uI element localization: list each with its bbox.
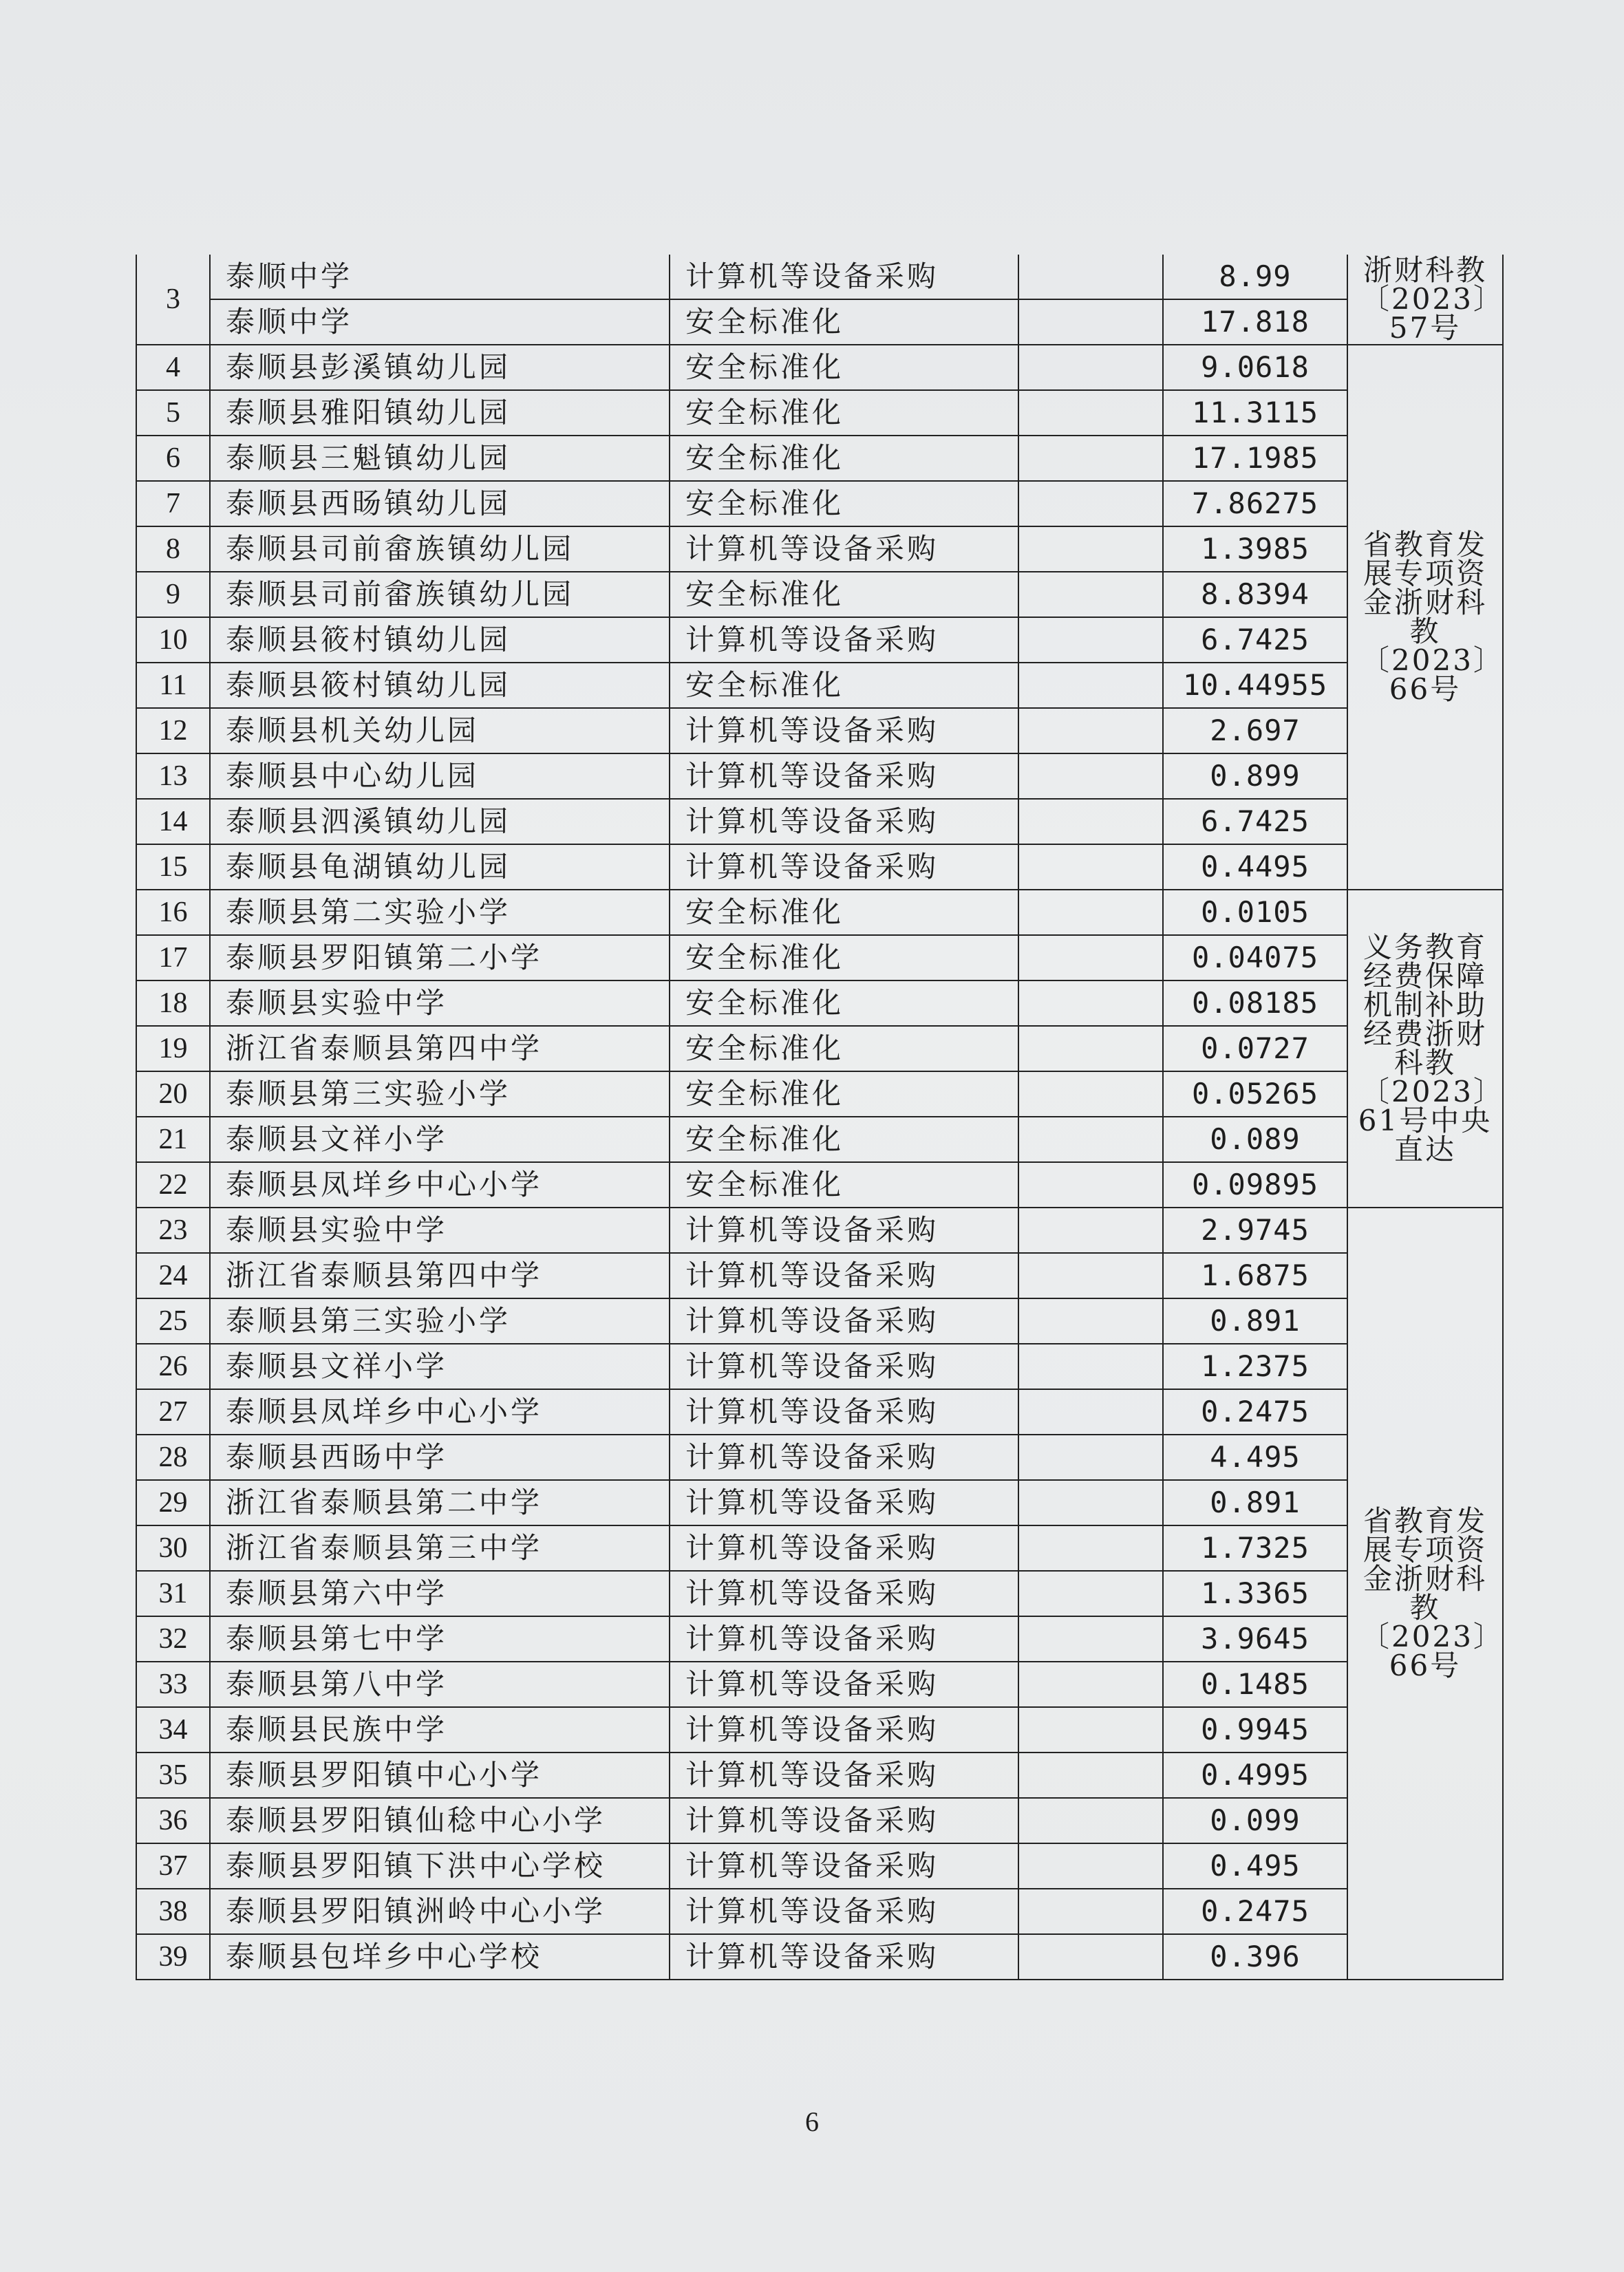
school-name-cell: 泰顺县筱村镇幼儿园 — [210, 617, 670, 663]
school-name-cell: 泰顺县第三实验小学 — [210, 1071, 670, 1117]
row-number-cell: 9 — [136, 572, 210, 617]
school-name-cell: 泰顺县雅阳镇幼儿园 — [210, 390, 670, 436]
project-item-cell: 安全标准化 — [670, 1071, 1018, 1117]
empty-cell — [1018, 1026, 1163, 1071]
school-name-cell: 泰顺县民族中学 — [210, 1707, 670, 1753]
empty-cell — [1018, 890, 1163, 935]
school-name-cell: 泰顺县第八中学 — [210, 1662, 670, 1707]
funding-source-cell: 省教育发展专项资金浙财科教〔2023〕66号 — [1347, 345, 1503, 890]
amount-cell: 0.08185 — [1163, 980, 1347, 1026]
amount-cell: 0.09895 — [1163, 1162, 1347, 1208]
table-row — [136, 1253, 1503, 1298]
amount-cell: 0.0105 — [1163, 890, 1347, 935]
row-number-cell: 20 — [136, 1071, 210, 1117]
table-row — [136, 1889, 1503, 1934]
school-name-cell: 泰顺县司前畲族镇幼儿园 — [210, 526, 670, 572]
table-row — [136, 935, 1503, 980]
amount-cell: 0.2475 — [1163, 1889, 1347, 1934]
empty-cell — [1018, 708, 1163, 753]
empty-cell — [1018, 1753, 1163, 1798]
table-row — [136, 1298, 1503, 1344]
table-row — [136, 1571, 1503, 1616]
empty-cell — [1018, 1707, 1163, 1753]
empty-cell — [1018, 1843, 1163, 1889]
empty-cell — [1018, 1480, 1163, 1525]
school-name-cell: 浙江省泰顺县第三中学 — [210, 1525, 670, 1571]
row-number-cell: 32 — [136, 1616, 210, 1662]
school-name-cell: 泰顺县罗阳镇下洪中心学校 — [210, 1843, 670, 1889]
row-number-cell: 14 — [136, 799, 210, 844]
row-number-cell: 31 — [136, 1571, 210, 1616]
row-number-cell: 26 — [136, 1344, 210, 1389]
table-row — [136, 345, 1503, 390]
amount-cell: 0.4495 — [1163, 844, 1347, 890]
project-item-cell: 安全标准化 — [670, 935, 1018, 980]
table-row — [136, 1162, 1503, 1208]
project-item-cell: 安全标准化 — [670, 481, 1018, 526]
table-row — [136, 890, 1503, 935]
amount-cell: 0.891 — [1163, 1298, 1347, 1344]
row-number-cell: 19 — [136, 1026, 210, 1071]
amount-cell: 1.3985 — [1163, 526, 1347, 572]
table-body — [136, 255, 1503, 1980]
empty-cell — [1018, 1662, 1163, 1707]
school-name-cell: 泰顺县泗溪镇幼儿园 — [210, 799, 670, 844]
table-row — [136, 436, 1503, 481]
school-name-cell: 泰顺县第七中学 — [210, 1616, 670, 1662]
row-number-cell: 29 — [136, 1480, 210, 1525]
project-item-cell: 计算机等设备采购 — [670, 708, 1018, 753]
school-name-cell: 泰顺县司前畲族镇幼儿园 — [210, 572, 670, 617]
project-item-cell: 计算机等设备采购 — [670, 1616, 1018, 1662]
project-item-cell: 安全标准化 — [670, 299, 1018, 345]
table-row — [136, 1208, 1503, 1253]
school-name-cell: 泰顺县中心幼儿园 — [210, 753, 670, 799]
project-item-cell: 安全标准化 — [670, 1162, 1018, 1208]
amount-cell: 17.1985 — [1163, 436, 1347, 481]
amount-cell: 7.86275 — [1163, 481, 1347, 526]
empty-cell — [1018, 1798, 1163, 1843]
table-row — [136, 1525, 1503, 1571]
row-number-cell: 25 — [136, 1298, 210, 1344]
project-item-cell: 计算机等设备采购 — [670, 1753, 1018, 1798]
amount-cell: 1.6875 — [1163, 1253, 1347, 1298]
project-item-cell: 计算机等设备采购 — [670, 1253, 1018, 1298]
table-row — [136, 1707, 1503, 1753]
row-number-cell: 37 — [136, 1843, 210, 1889]
empty-cell — [1018, 1525, 1163, 1571]
empty-cell — [1018, 980, 1163, 1026]
school-name-cell: 泰顺县凤垟乡中心小学 — [210, 1162, 670, 1208]
amount-cell: 6.7425 — [1163, 799, 1347, 844]
amount-cell: 8.99 — [1163, 255, 1347, 299]
table-row — [136, 1934, 1503, 1980]
row-number-cell: 35 — [136, 1753, 210, 1798]
project-item-cell: 计算机等设备采购 — [670, 1298, 1018, 1344]
row-number-cell: 16 — [136, 890, 210, 935]
table-row — [136, 390, 1503, 436]
table-row — [136, 617, 1503, 663]
project-item-cell: 计算机等设备采购 — [670, 844, 1018, 890]
row-number-cell: 17 — [136, 935, 210, 980]
empty-cell — [1018, 753, 1163, 799]
empty-cell — [1018, 617, 1163, 663]
table-row — [136, 799, 1503, 844]
funding-source-cell: 义务教育经费保障机制补助经费浙财科教〔2023〕61号中央直达 — [1347, 890, 1503, 1208]
row-number-cell: 23 — [136, 1208, 210, 1253]
project-item-cell: 安全标准化 — [670, 436, 1018, 481]
school-name-cell: 浙江省泰顺县第二中学 — [210, 1480, 670, 1525]
row-number-cell: 12 — [136, 708, 210, 753]
row-number-cell: 34 — [136, 1707, 210, 1753]
school-name-cell: 泰顺县第二实验小学 — [210, 890, 670, 935]
row-number-cell: 27 — [136, 1389, 210, 1435]
project-item-cell: 计算机等设备采购 — [670, 255, 1018, 299]
project-item-cell: 计算机等设备采购 — [670, 1798, 1018, 1843]
page-number: 6 — [805, 2106, 819, 2137]
project-item-cell: 计算机等设备采购 — [670, 617, 1018, 663]
project-item-cell: 计算机等设备采购 — [670, 1344, 1018, 1389]
school-name-cell: 泰顺县凤垟乡中心小学 — [210, 1389, 670, 1435]
project-item-cell: 计算机等设备采购 — [670, 1889, 1018, 1934]
amount-cell: 0.891 — [1163, 1480, 1347, 1525]
project-item-cell: 安全标准化 — [670, 1117, 1018, 1162]
table-row — [136, 1117, 1503, 1162]
table-row — [136, 572, 1503, 617]
amount-cell: 0.089 — [1163, 1117, 1347, 1162]
row-number-cell: 13 — [136, 753, 210, 799]
empty-cell — [1018, 526, 1163, 572]
amount-cell: 0.05265 — [1163, 1071, 1347, 1117]
table-row — [136, 1344, 1503, 1389]
row-number-cell: 28 — [136, 1435, 210, 1480]
row-number-cell: 21 — [136, 1117, 210, 1162]
empty-cell — [1018, 572, 1163, 617]
amount-cell: 0.4995 — [1163, 1753, 1347, 1798]
empty-cell — [1018, 299, 1163, 345]
row-number-cell: 38 — [136, 1889, 210, 1934]
school-name-cell: 泰顺县龟湖镇幼儿园 — [210, 844, 670, 890]
row-number-cell: 4 — [136, 345, 210, 390]
amount-cell: 1.7325 — [1163, 1525, 1347, 1571]
project-item-cell: 计算机等设备采购 — [670, 799, 1018, 844]
amount-cell: 0.899 — [1163, 753, 1347, 799]
project-item-cell: 计算机等设备采购 — [670, 1208, 1018, 1253]
empty-cell — [1018, 345, 1163, 390]
school-name-cell: 泰顺县第六中学 — [210, 1571, 670, 1616]
project-item-cell: 计算机等设备采购 — [670, 1480, 1018, 1525]
project-item-cell: 安全标准化 — [670, 572, 1018, 617]
amount-cell: 1.2375 — [1163, 1344, 1347, 1389]
school-name-cell: 泰顺县第三实验小学 — [210, 1298, 670, 1344]
table-row — [136, 481, 1503, 526]
funding-source-cell: 省教育发展专项资金浙财科教〔2023〕66号 — [1347, 1208, 1503, 1980]
row-number-cell: 24 — [136, 1253, 210, 1298]
project-item-cell: 安全标准化 — [670, 390, 1018, 436]
empty-cell — [1018, 1435, 1163, 1480]
project-item-cell: 计算机等设备采购 — [670, 1435, 1018, 1480]
empty-cell — [1018, 1071, 1163, 1117]
table-row — [136, 753, 1503, 799]
empty-cell — [1018, 255, 1163, 299]
empty-cell — [1018, 1389, 1163, 1435]
amount-cell: 0.2475 — [1163, 1389, 1347, 1435]
empty-cell — [1018, 844, 1163, 890]
project-item-cell: 计算机等设备采购 — [670, 1389, 1018, 1435]
school-name-cell: 泰顺县机关幼儿园 — [210, 708, 670, 753]
amount-cell: 0.099 — [1163, 1798, 1347, 1843]
row-number-cell: 3 — [136, 255, 210, 345]
amount-cell: 0.495 — [1163, 1843, 1347, 1889]
table-row — [136, 1843, 1503, 1889]
project-item-cell: 计算机等设备采购 — [670, 1707, 1018, 1753]
empty-cell — [1018, 663, 1163, 708]
amount-cell: 1.3365 — [1163, 1571, 1347, 1616]
table-row — [136, 1389, 1503, 1435]
school-name-cell: 泰顺县彭溪镇幼儿园 — [210, 345, 670, 390]
amount-cell: 0.0727 — [1163, 1026, 1347, 1071]
table-row — [136, 1662, 1503, 1707]
school-name-cell: 泰顺县罗阳镇第二小学 — [210, 935, 670, 980]
empty-cell — [1018, 1162, 1163, 1208]
amount-cell: 2.697 — [1163, 708, 1347, 753]
school-name-cell: 泰顺县西旸镇幼儿园 — [210, 481, 670, 526]
school-name-cell: 泰顺中学 — [210, 299, 670, 345]
row-number-cell: 18 — [136, 980, 210, 1026]
table-row — [136, 255, 1503, 299]
amount-cell: 6.7425 — [1163, 617, 1347, 663]
empty-cell — [1018, 390, 1163, 436]
empty-cell — [1018, 1117, 1163, 1162]
project-item-cell: 安全标准化 — [670, 980, 1018, 1026]
empty-cell — [1018, 1571, 1163, 1616]
amount-cell: 0.9945 — [1163, 1707, 1347, 1753]
table-row — [136, 1026, 1503, 1071]
table-row — [136, 1753, 1503, 1798]
row-number-cell: 33 — [136, 1662, 210, 1707]
row-number-cell: 7 — [136, 481, 210, 526]
empty-cell — [1018, 799, 1163, 844]
row-number-cell: 11 — [136, 663, 210, 708]
table-row — [136, 708, 1503, 753]
project-item-cell: 安全标准化 — [670, 663, 1018, 708]
school-name-cell: 泰顺县实验中学 — [210, 980, 670, 1026]
row-number-cell: 10 — [136, 617, 210, 663]
amount-cell: 3.9645 — [1163, 1616, 1347, 1662]
school-name-cell: 泰顺县西旸中学 — [210, 1435, 670, 1480]
table-row — [136, 1616, 1503, 1662]
project-item-cell: 安全标准化 — [670, 1026, 1018, 1071]
funding-source-cell: 浙财科教〔2023〕57号 — [1347, 255, 1503, 345]
amount-cell: 10.44955 — [1163, 663, 1347, 708]
project-item-cell: 计算机等设备采购 — [670, 1662, 1018, 1707]
amount-cell: 8.8394 — [1163, 572, 1347, 617]
empty-cell — [1018, 481, 1163, 526]
empty-cell — [1018, 935, 1163, 980]
row-number-cell: 15 — [136, 844, 210, 890]
table-row — [136, 299, 1503, 345]
empty-cell — [1018, 1298, 1163, 1344]
empty-cell — [1018, 1889, 1163, 1934]
row-number-cell: 6 — [136, 436, 210, 481]
empty-cell — [1018, 1616, 1163, 1662]
school-name-cell: 浙江省泰顺县第四中学 — [210, 1026, 670, 1071]
school-name-cell: 泰顺县罗阳镇洲岭中心小学 — [210, 1889, 670, 1934]
empty-cell — [1018, 1934, 1163, 1980]
table-row — [136, 980, 1503, 1026]
project-item-cell: 计算机等设备采购 — [670, 1934, 1018, 1980]
project-item-cell: 计算机等设备采购 — [670, 1843, 1018, 1889]
school-name-cell: 泰顺县罗阳镇中心小学 — [210, 1753, 670, 1798]
table-row — [136, 844, 1503, 890]
empty-cell — [1018, 1344, 1163, 1389]
row-number-cell: 39 — [136, 1934, 210, 1980]
amount-cell: 0.04075 — [1163, 935, 1347, 980]
project-item-cell: 计算机等设备采购 — [670, 526, 1018, 572]
table-row — [136, 663, 1503, 708]
row-number-cell: 36 — [136, 1798, 210, 1843]
school-name-cell: 泰顺县三魁镇幼儿园 — [210, 436, 670, 481]
amount-cell: 4.495 — [1163, 1435, 1347, 1480]
school-name-cell: 浙江省泰顺县第四中学 — [210, 1253, 670, 1298]
school-name-cell: 泰顺县实验中学 — [210, 1208, 670, 1253]
school-name-cell: 泰顺县筱村镇幼儿园 — [210, 663, 670, 708]
amount-cell: 0.1485 — [1163, 1662, 1347, 1707]
row-number-cell: 30 — [136, 1525, 210, 1571]
school-name-cell: 泰顺县罗阳镇仙稔中心小学 — [210, 1798, 670, 1843]
allocation-table — [136, 255, 1504, 1980]
school-name-cell: 泰顺县文祥小学 — [210, 1344, 670, 1389]
table-row — [136, 1798, 1503, 1843]
row-number-cell: 22 — [136, 1162, 210, 1208]
amount-cell: 0.396 — [1163, 1934, 1347, 1980]
project-item-cell: 计算机等设备采购 — [670, 753, 1018, 799]
amount-cell: 9.0618 — [1163, 345, 1347, 390]
project-item-cell: 安全标准化 — [670, 345, 1018, 390]
amount-cell: 11.3115 — [1163, 390, 1347, 436]
row-number-cell: 8 — [136, 526, 210, 572]
school-name-cell: 泰顺县包垟乡中心学校 — [210, 1934, 670, 1980]
table-row — [136, 1480, 1503, 1525]
table-row — [136, 526, 1503, 572]
empty-cell — [1018, 1208, 1163, 1253]
table-row — [136, 1071, 1503, 1117]
table-row — [136, 1435, 1503, 1480]
project-item-cell: 计算机等设备采购 — [670, 1525, 1018, 1571]
amount-cell: 17.818 — [1163, 299, 1347, 345]
empty-cell — [1018, 436, 1163, 481]
row-number-cell: 5 — [136, 390, 210, 436]
project-item-cell: 安全标准化 — [670, 890, 1018, 935]
school-name-cell: 泰顺中学 — [210, 255, 670, 299]
project-item-cell: 计算机等设备采购 — [670, 1571, 1018, 1616]
empty-cell — [1018, 1253, 1163, 1298]
school-name-cell: 泰顺县文祥小学 — [210, 1117, 670, 1162]
amount-cell: 2.9745 — [1163, 1208, 1347, 1253]
